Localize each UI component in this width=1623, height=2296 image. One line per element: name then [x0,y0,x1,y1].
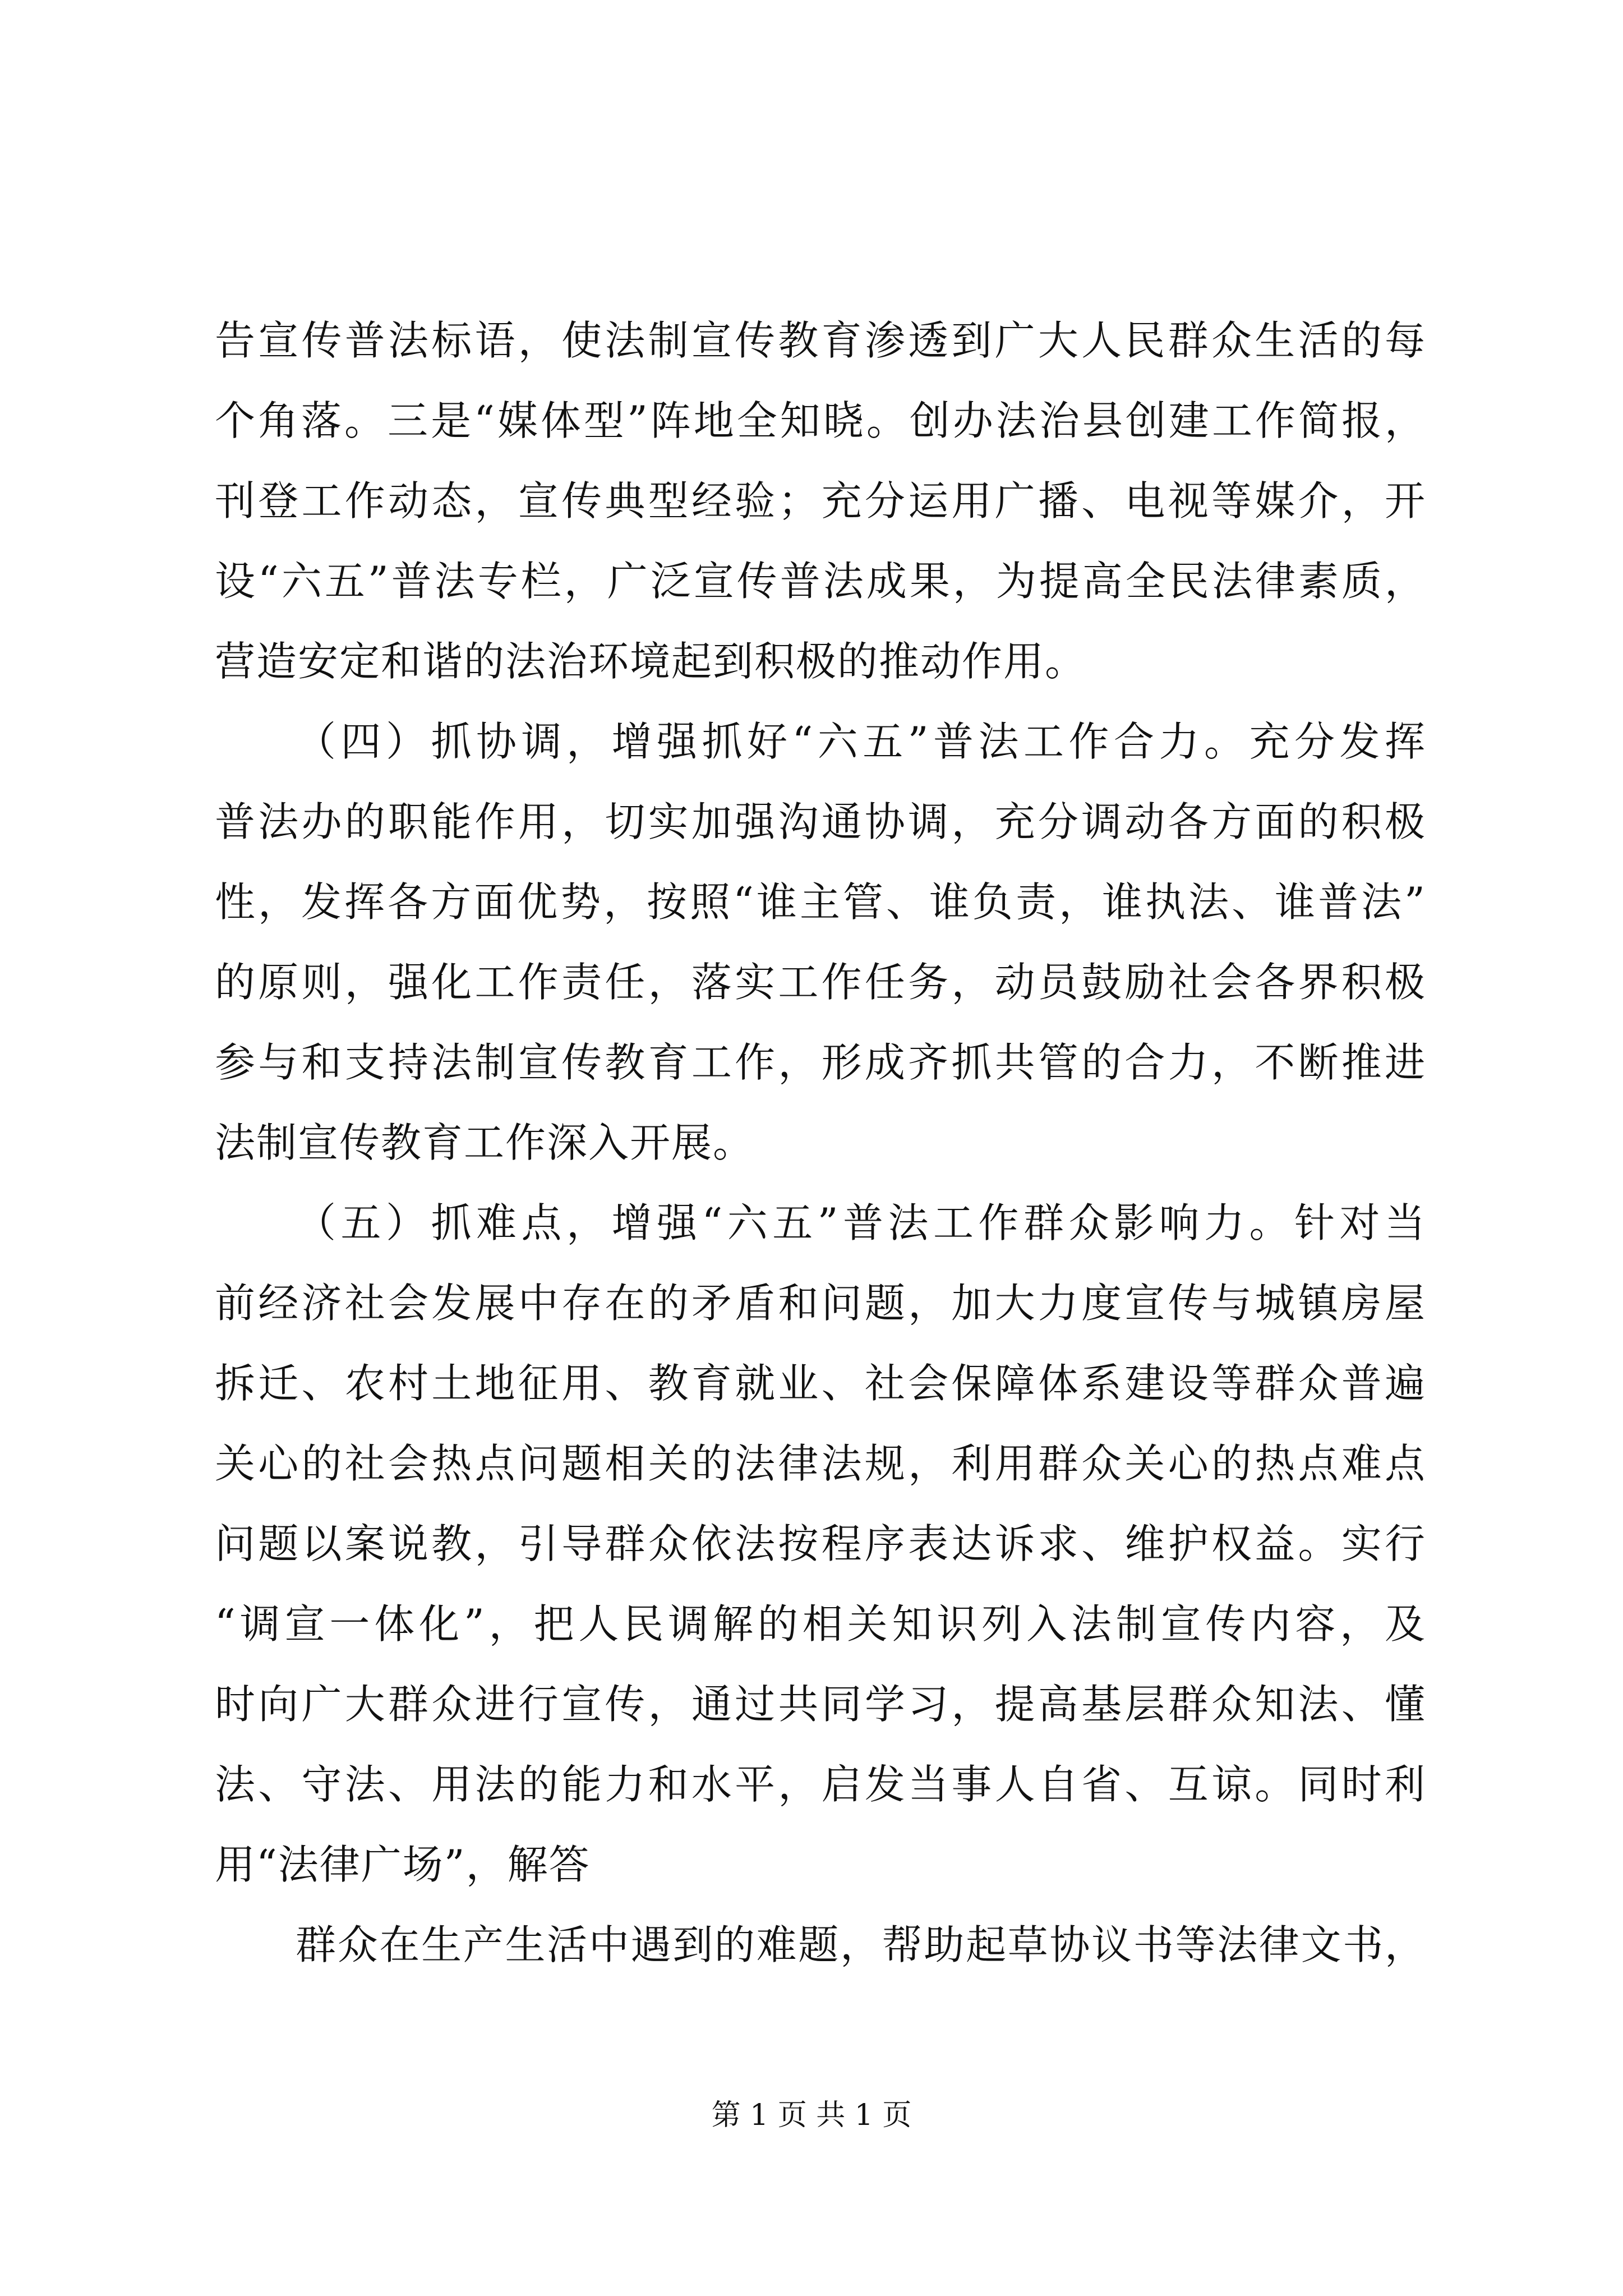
text-line-21: 群众在生产生活中遇到的难题，帮助起草协议书等法律文书， [296,1921,1426,1968]
text-line-3: 刊登工作动态，宣传典型经验；充分运用广播、电视等媒介，开 [215,477,1426,524]
body-text [215,301,1426,1985]
text-line-8: 性，发挥各方面优势，按照“谁主管、谁负责，谁执法、谁普法” [215,878,1426,926]
text-line-15: 关心的社会热点问题相关的法律法规，利用群众关心的热点难点 [215,1440,1426,1487]
text-line-18: 时向广大群众进行宣传，通过共同学习，提高基层群众知法、懂 [215,1681,1426,1728]
text-line-1: 告宣传普法标语，使法制宣传教育渗透到广大人民群众生活的每 [215,317,1426,364]
text-line-9: 的原则，强化工作责任，落实工作任务，动员鼓励社会各界积极 [215,959,1426,1006]
text-line-13: 前经济社会发展中存在的矛盾和问题，加大力度宣传与城镇房屋 [215,1280,1426,1327]
text-line-5: 营造安定和谐的法治环境起到积极的推动作用。 [215,638,1087,685]
page-number-footer: 第 1 页 共 1 页 [711,2099,912,2132]
text-line-20: 用“法律广场”，解答 [215,1841,591,1888]
text-line-7: 普法办的职能作用，切实加强沟通协调，充分调动各方面的积极 [215,798,1426,845]
text-line-4: 设“六五”普法专栏，广泛宣传普法成果，为提高全民法律素质， [215,558,1426,605]
text-line-11: 法制宣传教育工作深入开展。 [215,1119,755,1166]
text-line-16: 问题以案说教，引导群众依法按程序表达诉求、维护权益。实行 [215,1520,1426,1567]
text-line-6: （四）抓协调，增强抓好“六五”普法工作合力。充分发挥 [296,718,1426,765]
text-line-12: （五）抓难点，增强“六五”普法工作群众影响力。针对当 [296,1199,1426,1246]
text-line-17: “调宣一体化”，把人民调解的相关知识列入法制宣传内容，及 [215,1600,1426,1648]
text-line-10: 参与和支持法制宣传教育工作，形成齐抓共管的合力，不断推进 [215,1039,1426,1086]
text-line-2: 个角落。三是“媒体型”阵地全知晓。创办法治县创建工作简报， [215,397,1426,444]
text-line-19: 法、守法、用法的能力和水平，启发当事人自省、互谅。同时利 [215,1761,1426,1808]
text-line-14: 拆迁、农村土地征用、教育就业、社会保障体系建设等群众普遍 [215,1360,1426,1407]
